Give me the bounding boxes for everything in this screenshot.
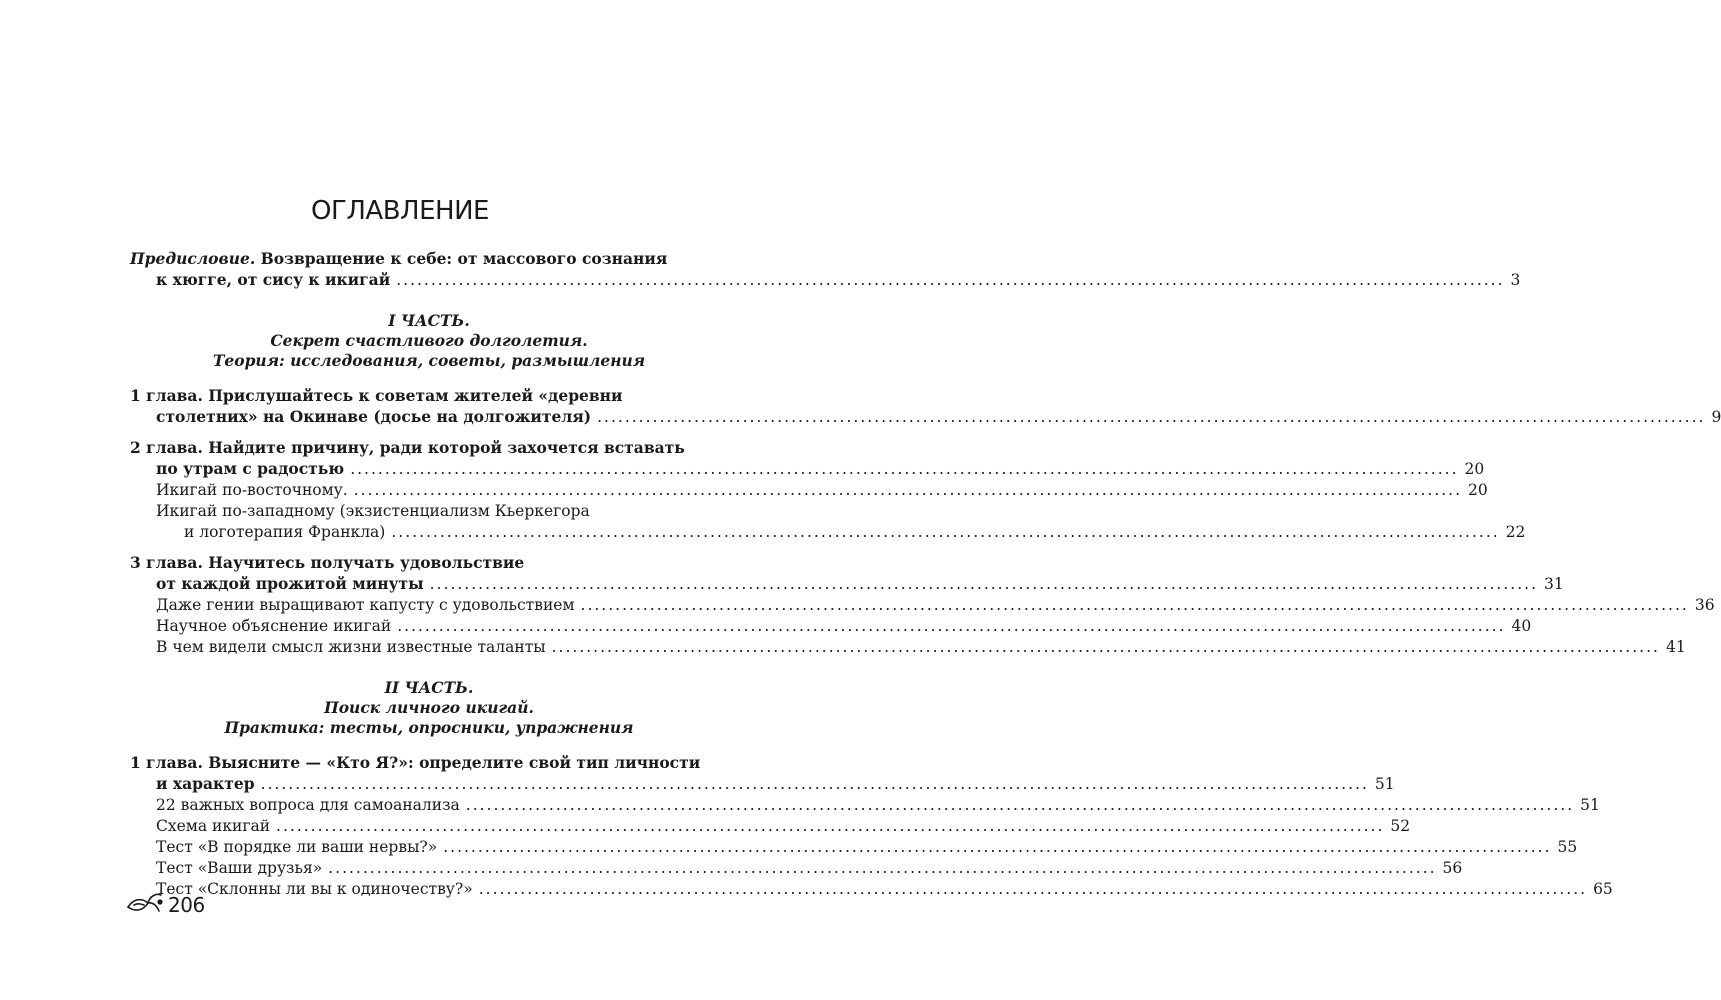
page-title: ОГЛАВЛЕНИЕ bbox=[311, 196, 489, 226]
table-of-contents bbox=[130, 248, 1721, 900]
dot-leader: ................................................................................................................................................................ bbox=[580, 596, 1689, 614]
dot-leader: ................................................................................................................................................................ bbox=[353, 481, 1463, 499]
toc-entry-p1c1-line2 bbox=[130, 406, 1721, 428]
page-ref: 52 bbox=[1390, 817, 1411, 835]
chapter-title-cont: по утрам с радостью bbox=[156, 459, 345, 478]
toc-subentry: Тест «Склонны ли вы к одиночеству?» ................................................................................................................................................................ 65 bbox=[156, 880, 1613, 898]
chapter-title-cont: столетних» на Окинаве (досье на долгожителя) bbox=[156, 407, 592, 426]
dot-leader: ................................................................................................................................................................ bbox=[429, 575, 1538, 593]
toc-entry-p2c1-line1 bbox=[130, 752, 708, 773]
toc-subentry: Научное объяснение икигай ................................................................................................................................................................ 40 bbox=[156, 617, 1532, 635]
part2-subtitle2: Практика: тесты, опросники, упражнения bbox=[224, 718, 634, 737]
toc-subentry-cont: и логотерапия Франкла) ................................................................................................................................................................ 22 bbox=[184, 523, 1526, 541]
dot-leader: ................................................................................................................................................................ bbox=[260, 775, 1369, 793]
toc-entry-preface-line1 bbox=[130, 248, 708, 269]
toc-entry-p1c1-line1 bbox=[130, 385, 708, 406]
chapter-title: 1 глава. Прислушайтесь к советам жителей «деревни bbox=[130, 386, 623, 405]
part1-subtitle2: Теория: исследования, советы, размышления bbox=[212, 351, 646, 370]
toc-entry-p1c3-line1 bbox=[130, 552, 708, 573]
page-footer bbox=[126, 890, 205, 920]
toc-subentry: Даже гении выращивают капусту с удовольствием ................................................................................................................................................................ 36 bbox=[156, 596, 1715, 614]
page-ref: 9 bbox=[1711, 408, 1721, 426]
part1-subtitle1: Секрет счастливого долголетия. bbox=[270, 331, 588, 350]
floral-ornament-icon bbox=[126, 890, 164, 920]
dot-leader: ................................................................................................................................................................ bbox=[276, 817, 1385, 835]
dot-leader: ................................................................................................................................................................ bbox=[391, 523, 1500, 541]
page-ref: 55 bbox=[1557, 838, 1578, 856]
toc-entry-p1c3-line2 bbox=[130, 573, 1564, 595]
chapter-title-cont: от каждой прожитой минуты bbox=[156, 574, 424, 593]
dot-leader: ................................................................................................................................................................ bbox=[397, 617, 1506, 635]
page-ref: 65 bbox=[1593, 880, 1613, 898]
toc-entry-p2c1-line2 bbox=[130, 773, 1395, 795]
page-ref: 56 bbox=[1442, 859, 1463, 877]
toc-subentry: Тест «В порядке ли ваши нервы?» ................................................................................................................................................................ 55 bbox=[156, 838, 1578, 856]
chapter-title: 1 глава. Выясните — «Кто Я?»: определите свой тип личности bbox=[130, 753, 701, 772]
page-ref: 36 bbox=[1694, 596, 1715, 614]
toc-subentry: Икигай по-западному (экзистенциализм Кьеркегора bbox=[156, 502, 590, 520]
toc-subentry: Икигай по-восточному. ................................................................................................................................................................ 20 bbox=[156, 481, 1488, 499]
dot-leader: ................................................................................................................................................................ bbox=[465, 796, 1575, 814]
dot-leader: ................................................................................................................................................................ bbox=[478, 880, 1588, 898]
toc-subentry: В чем видели смысл жизни известные таланты ................................................................................................................................................................ 41 bbox=[156, 638, 1686, 656]
toc-entry-preface-line2 bbox=[130, 269, 1521, 291]
dot-leader: ................................................................................................................................................................ bbox=[443, 838, 1552, 856]
preface-title-line1: Возвращение к себе: от массового сознания bbox=[260, 249, 668, 268]
toc-subentry: Схема икигай ................................................................................................................................................................ 52 bbox=[156, 817, 1411, 835]
dot-leader: ................................................................................................................................................................ bbox=[597, 408, 1706, 426]
part1-label: I ЧАСТЬ. bbox=[388, 311, 470, 330]
toc-entry-p1c2-line2 bbox=[130, 458, 1485, 480]
dot-leader: ................................................................................................................................................................ bbox=[328, 859, 1437, 877]
dot-leader: ................................................................................................................................................................ bbox=[396, 271, 1505, 289]
page-number: 206 bbox=[168, 893, 205, 917]
dot-leader: ................................................................................................................................................................ bbox=[551, 638, 1660, 656]
toc-entry-p1c2-line1 bbox=[130, 437, 708, 458]
page-ref: 3 bbox=[1510, 271, 1521, 289]
part2-subtitle1: Поиск личного икигай. bbox=[324, 698, 534, 717]
page-ref: 40 bbox=[1511, 617, 1532, 635]
toc-subentry: Тест «Ваши друзья» ................................................................................................................................................................ 56 bbox=[156, 859, 1463, 877]
page-ref: 31 bbox=[1544, 575, 1564, 593]
chapter-title-cont: и характер bbox=[156, 774, 255, 793]
page-ref: 51 bbox=[1374, 775, 1395, 793]
page-ref: 20 bbox=[1468, 481, 1488, 499]
toc-subentry: 22 важных вопроса для самоанализа ................................................................................................................................................................ 51 bbox=[156, 796, 1600, 814]
page-ref: 41 bbox=[1665, 638, 1686, 656]
preface-label: Предисловие. bbox=[130, 249, 256, 268]
page-ref: 20 bbox=[1464, 460, 1485, 478]
chapter-title: 3 глава. Научитесь получать удовольствие bbox=[130, 553, 525, 572]
preface-title-line2: к хюгге, от сису к икигай bbox=[156, 270, 391, 289]
part2-label: II ЧАСТЬ. bbox=[384, 678, 474, 697]
dot-leader: ................................................................................................................................................................ bbox=[350, 460, 1459, 478]
chapter-title: 2 глава. Найдите причину, ради которой захочется вставать bbox=[130, 438, 685, 457]
page-ref: 22 bbox=[1505, 523, 1526, 541]
page-ref: 51 bbox=[1580, 796, 1600, 814]
